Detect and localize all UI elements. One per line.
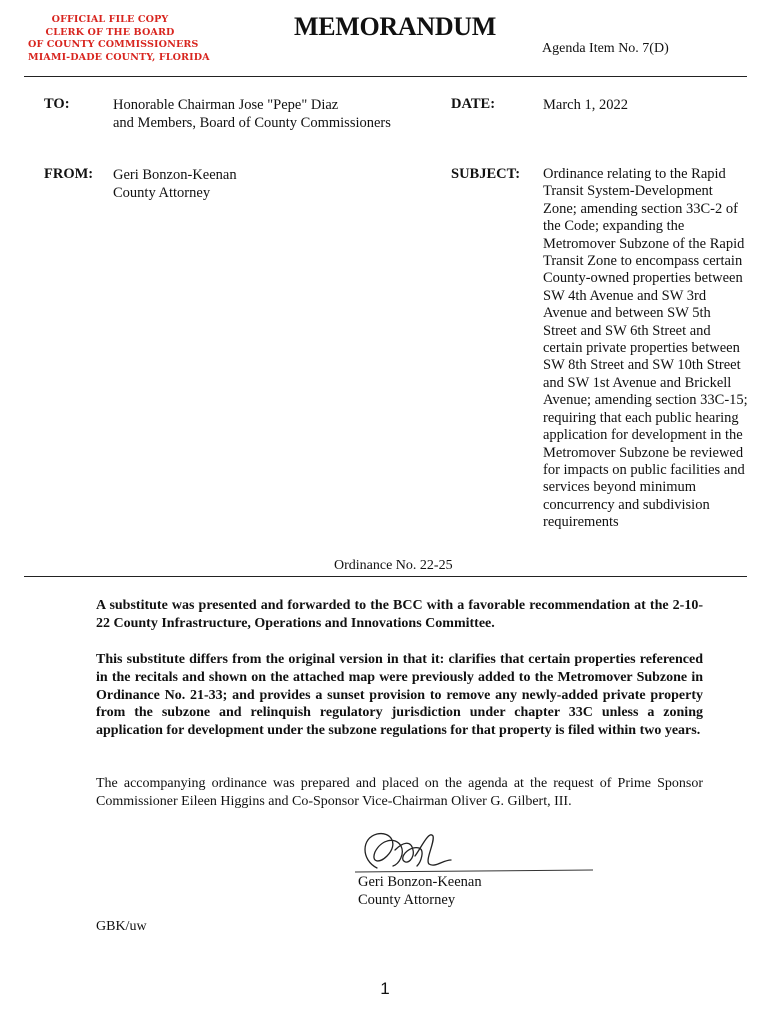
date-value: March 1, 2022 <box>543 97 628 113</box>
signatory-name: Geri Bonzon-Keenan <box>358 874 482 890</box>
to-line: Honorable Chairman Jose "Pepe" Diaz <box>113 97 339 113</box>
to-recipient <box>113 96 391 132</box>
stamp-line: OFFICIAL FILE COPY <box>51 14 169 25</box>
memo-title: MEMORANDUM <box>293 12 497 41</box>
to-line: and Members, Board of County Commissioners <box>113 115 391 131</box>
typist-initials: GBK/uw <box>96 919 147 934</box>
signatory-title: County Attorney <box>358 891 456 908</box>
to-label: TO: <box>44 96 70 112</box>
substitute-notice-paragraph: A substitute was presented and forwarded to the BCC with a favorable recommendation at the 2-10-22 County Infrastructure, Operations and Innovations Committee. <box>96 598 703 631</box>
from-line: County Attorney <box>113 185 211 201</box>
from-label: FROM: <box>44 166 94 182</box>
ordinance-number: Ordinance No. 22-25 <box>334 558 453 573</box>
subject-label: SUBJECT: <box>451 166 521 182</box>
substitute-differences-paragraph: This substitute differs from the original version in that it: clarifies that certain properties referenced in the recitals and shown on the attached map were previously added to the Metromover Subzone in Ordinance No. 21-33; and provides a sunset provision to remove any newly-added private property from the subzone and relinquish regulatory jurisdiction under chapter 33C unless a zoning application for development under the subzone regulations for that property is filed within two years. <box>96 652 703 739</box>
page-number: 1 <box>380 979 390 998</box>
header-divider <box>24 76 747 77</box>
sponsor-paragraph: The accompanying ordinance was prepared and placed on the agenda at the request of Prime Sponsor Commissioner Eileen Higgins and Co-Sponsor Vice-Chairman Oliver G. Gilbert, III. <box>96 776 703 809</box>
handwritten-signature <box>355 826 595 876</box>
from-sender <box>113 166 237 202</box>
agenda-item-number: Agenda Item No. 7(D) <box>542 41 669 56</box>
stamp-line: CLERK OF THE BOARD <box>45 26 175 38</box>
stamp-line: MIAMI-DADE COUNTY, FLORIDA <box>28 51 210 63</box>
from-line: Geri Bonzon-Keenan <box>113 167 237 183</box>
stamp-line: OF COUNTY COMMISSIONERS <box>28 39 199 50</box>
date-label: DATE: <box>451 96 496 112</box>
subject-text: Ordinance relating to the Rapid Transit System-Development Zone; amending section 33C-2 of the Code; expanding the Metromover Subzone of the Rapid Transit Zone to encompass certain County-owned properties between SW 4th Avenue and SW 3rd Avenue and between SW 5th Street and SW 6th Street and certain private properties between SW 8th Street and SW 10th Street and SW 1st Avenue and Brickell Avenue; amending section 33C-15; requiring that each public hearing application for development in the Metromover Subzone be reviewed for impacts on public facilities and services beyond minimum concurrency and subdivision requirements <box>543 166 748 531</box>
signatory-block <box>358 874 482 909</box>
subject-divider <box>24 576 747 577</box>
